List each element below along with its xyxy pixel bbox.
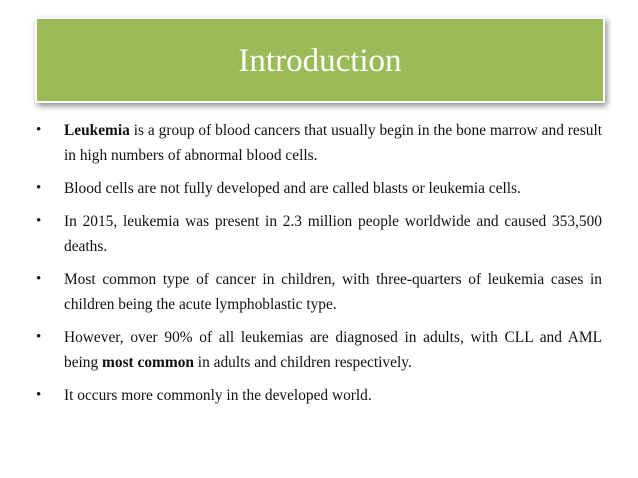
bullet-icon: • [36,213,42,229]
bullet-icon: • [36,271,42,287]
bullet-item [36,325,602,375]
bullet-icon: • [36,122,42,138]
bullet-list [36,118,602,416]
bullet-text: is a group of blood cancers that usually begin in the bone marrow and result in high numbers of abnormal blood cells. [64,122,602,164]
bullet-text: Most common type of cancer in children, with three-quarters of leukemia cases in children being the acute lymphoblastic type. [64,271,602,313]
bullet-icon: • [36,329,42,345]
bullet-icon: • [36,180,42,196]
bullet-text: However, over 90% of all leukemias are diagnosed in adults, with CLL and AML being [64,329,602,371]
bullet-text: In 2015, leukemia was present in 2.3 million people worldwide and caused 353,500 deaths. [64,213,602,255]
bullet-text: in adults and children respectively. [193,354,412,371]
slide-title: Introduction [238,42,402,79]
bullet-bold-term: Leukemia [64,122,130,139]
bullet-item [36,209,602,259]
title-banner [35,17,605,103]
bullet-icon: • [36,387,42,403]
bullet-item [36,118,602,168]
bullet-item [36,267,602,317]
bullet-text: Blood cells are not fully developed and are called blasts or leukemia cells. [64,180,521,197]
bullet-item [36,176,602,201]
bullet-text: It occurs more commonly in the developed world. [64,387,372,404]
bullet-item [36,383,602,408]
bullet-bold-term: most common [102,354,194,371]
